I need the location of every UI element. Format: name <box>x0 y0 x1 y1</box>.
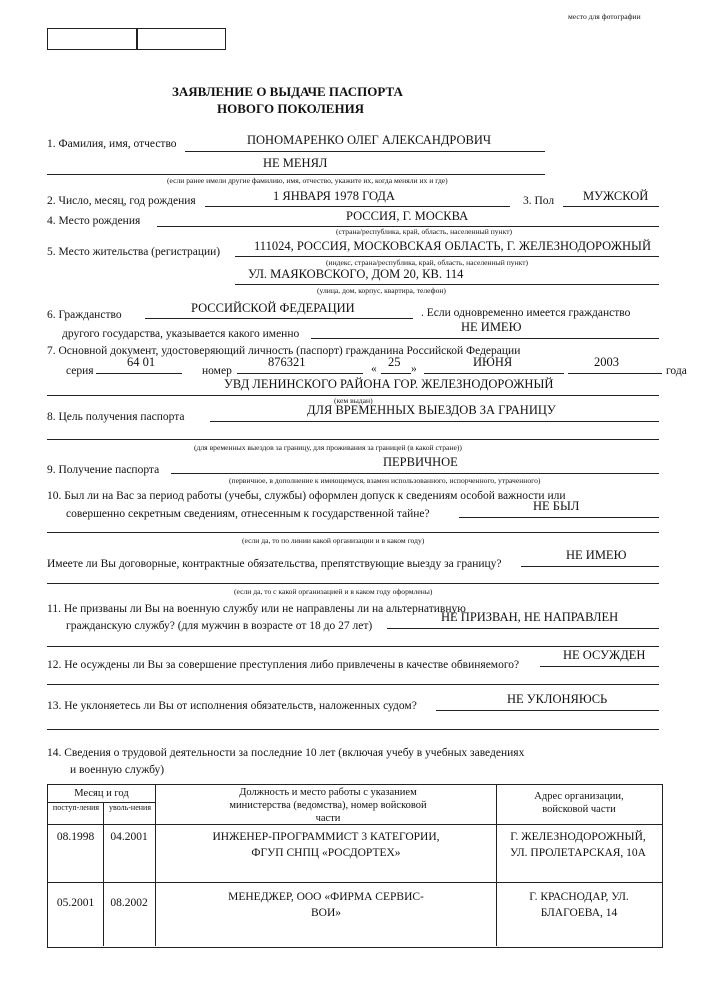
issuer-value: УВД ЛЕНИНСКОГО РАЙОНА ГОР. ЖЕЛЕЗНОДОРОЖНЫЙ <box>224 377 554 391</box>
row1-address: Г. ЖЕЛЕЗНОДОРОЖНЫЙ, УЛ. ПРОЛЕТАРСКАЯ, 10А <box>510 831 646 859</box>
issue-day-quote-close: » <box>411 363 417 375</box>
table-divider <box>155 785 156 946</box>
row1-out: 04.2001 <box>110 831 148 843</box>
residence-value1: 111024, РОССИЯ, МОСКОВСКАЯ ОБЛАСТЬ, Г. ЖЕЛЕЗНОДОРОЖНЫЙ <box>254 239 651 253</box>
citizenship-text2: . Если одновременно имеется гражданство <box>421 307 631 319</box>
clearance-answer-value: НЕ БЫЛ <box>533 499 580 513</box>
sex-value: МУЖСКОЙ <box>583 189 649 203</box>
clearance-question-line1: 10. Был ли на Вас за период работы (учебы, службы) оформлен допуск к сведениям особой важности или <box>47 490 566 502</box>
residence-hint1: (индекс, страна/республика, край, область, населенный пункт) <box>326 258 529 267</box>
passport-number-label: номер <box>202 365 232 377</box>
header-month-year: Месяц и год <box>74 788 129 799</box>
employment-history-label-line1: 14. Сведения о трудовой деятельности за последние 10 лет (включая учебу в учебных заведениях <box>47 747 525 759</box>
row2-address: Г. КРАСНОДАР, УЛ. БЛАГОЕВА, 14 <box>529 891 629 919</box>
issue-year-value: 2003 <box>594 355 619 369</box>
sex-label: 3. Пол <box>523 195 555 207</box>
previous-name-hint: (если ранее имели другие фамилию, имя, отчество, укажите их, когда меняли их и где) <box>167 176 448 185</box>
issue-month-value: ИЮНЯ <box>473 355 513 369</box>
purpose-line2 <box>47 425 659 440</box>
code-box-left <box>47 28 138 50</box>
other-citizenship-value: НЕ ИМЕЮ <box>461 320 522 334</box>
other-citizenship-label: другого государства, указывается какого именно <box>62 328 300 340</box>
court-obligation-line2 <box>47 715 659 730</box>
obligations-question: Имеете ли Вы договорные, контрактные обязательства, препятствующие выезду за границу? <box>47 558 502 570</box>
full-name-label: 1. Фамилия, имя, отчество <box>47 138 177 150</box>
passport-series-label: серия <box>66 365 94 377</box>
conviction-line2 <box>47 670 659 685</box>
main-document-label: 7. Основной документ, удостоверяющий личность (паспорт) гражданина Российской Федерации <box>47 345 521 357</box>
obligations-hint: (если да, то с какой организацией и в каком году оформлены) <box>234 587 433 596</box>
header-address: Адрес организации, войсковой части <box>534 791 624 815</box>
header-in: поступ-ления <box>52 803 100 812</box>
purpose-label: 8. Цель получения паспорта <box>47 411 185 423</box>
clearance-hint: (если да, то по линии какой организации и в каком году) <box>242 536 425 545</box>
residence-hint2: (улица, дом, корпус, квартира, телефон) <box>317 286 446 295</box>
obligations-line2 <box>47 569 659 584</box>
clearance-question-line2: совершенно секретным сведениям, отнесенным к государственной тайне? <box>66 508 430 520</box>
conviction-answer-value: НЕ ОСУЖДЕН <box>563 648 646 662</box>
form-title-line2: НОВОГО ПОКОЛЕНИЯ <box>217 101 365 116</box>
row2-position: МЕНЕДЖЕР, ООО «ФИРМА СЕРВИС-ВОИ» <box>228 891 424 919</box>
full-name-value: ПОНОМАРЕНКО ОЛЕГ АЛЕКСАНДРОВИЧ <box>247 133 491 147</box>
conviction-question: 12. Не осуждены ли Вы за совершение преступления либо привлечены в качестве обвиняемого? <box>47 659 520 671</box>
receipt-value: ПЕРВИЧНОЕ <box>383 455 458 469</box>
clearance-line2 <box>47 518 659 533</box>
passport-series-value: 64 01 <box>127 355 156 369</box>
row1-in: 08.1998 <box>56 831 95 843</box>
issue-day-value: 25 <box>388 355 401 369</box>
residence-value2: УЛ. МАЯКОВСКОГО, ДОМ 20, КВ. 114 <box>248 267 464 281</box>
receipt-hint: (первичное, в дополнение к имеющемуся, взамен использованного, испорченного, утраченного) <box>229 476 541 485</box>
issuer-hint: (кем выдан) <box>334 396 373 405</box>
previous-name-value: НЕ МЕНЯЛ <box>263 156 328 170</box>
military-line2 <box>47 632 659 647</box>
receipt-label: 9. Получение паспорта <box>47 464 160 476</box>
table-divider <box>496 785 497 946</box>
purpose-value: ДЛЯ ВРЕМЕННЫХ ВЫЕЗДОВ ЗА ГРАНИЦУ <box>307 403 556 417</box>
purpose-hint: (для временных выездов за границу, для проживания за границей (в какой стране)) <box>194 443 462 452</box>
header-out: уволь-нения <box>109 803 151 812</box>
court-obligation-answer-value: НЕ УКЛОНЯЮСЬ <box>507 692 608 706</box>
row2-in: 05.2001 <box>56 897 95 909</box>
birth-place-value: РОССИЯ, Г. МОСКВА <box>346 209 469 223</box>
military-question-line1: 11. Не призваны ли Вы на военную службу или не направлены ли на альтернативную <box>47 603 466 615</box>
birth-place-hint: (страна/республика, край, область, населенный пункт) <box>336 227 513 236</box>
row2-out: 08.2002 <box>110 897 148 909</box>
code-box-right <box>136 28 226 50</box>
form-title-line1: ЗАЯВЛЕНИЕ О ВЫДАЧЕ ПАСПОРТА <box>172 84 403 99</box>
citizenship-label: 6. Гражданство <box>47 309 122 321</box>
military-answer-value: НЕ ПРИЗВАН, НЕ НАПРАВЛЕН <box>441 610 619 624</box>
birth-place-label: 4. Место рождения <box>47 215 141 227</box>
row1-position: ИНЖЕНЕР-ПРОГРАММИСТ 3 КАТЕГОРИИ, ФГУП СНПЦ «РОСДОРТЕХ» <box>212 831 440 859</box>
court-obligation-question: 13. Не уклоняетесь ли Вы от исполнения обязательств, наложенных судом? <box>47 700 417 712</box>
birth-date-label: 2. Число, месяц, год рождения <box>47 195 196 207</box>
issue-day-quote-open: « <box>371 363 377 375</box>
birth-date-value: 1 ЯНВАРЯ 1978 ГОДА <box>273 189 395 203</box>
photo-place-label: место для фотографии <box>568 12 641 21</box>
employment-table <box>47 784 663 948</box>
table-divider <box>48 882 662 883</box>
military-question-line2: гражданскую службу? (для мужчин в возрасте от 18 до 27 лет) <box>66 620 373 632</box>
citizenship-value: РОССИЙСКОЙ ФЕДЕРАЦИИ <box>191 301 355 315</box>
residence-label: 5. Место жительства (регистрации) <box>47 246 221 258</box>
obligations-answer-value: НЕ ИМЕЮ <box>566 548 627 562</box>
header-position: Должность и место работы с указанием министерства (ведомства), номер войсковой части <box>229 787 427 824</box>
passport-number-value: 876321 <box>268 355 306 369</box>
employment-history-label-line2: и военную службу) <box>70 764 165 776</box>
issue-year-label: года <box>666 365 687 377</box>
